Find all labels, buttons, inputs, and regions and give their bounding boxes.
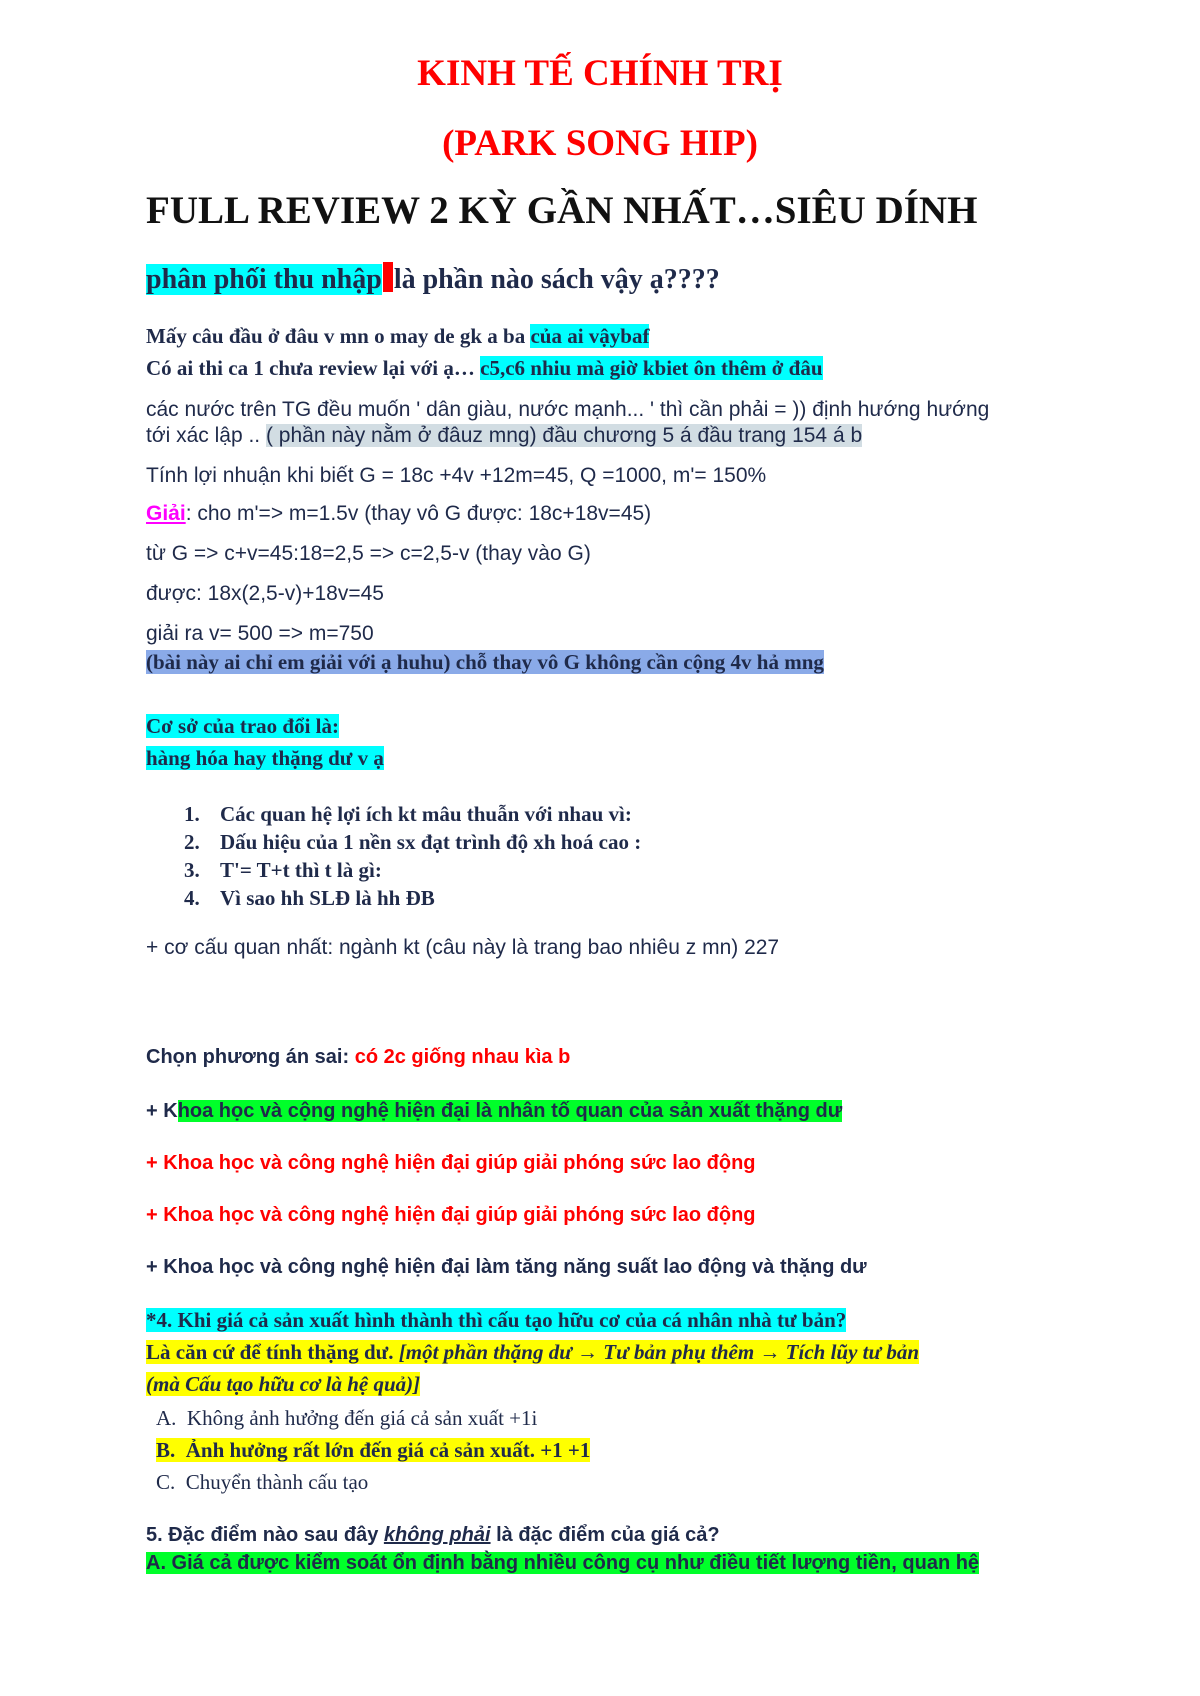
question-number: 2. (184, 830, 200, 854)
solution-line-1-text: : cho m'=> m=1.5v (thay vô G được: 18c+18v=45) (185, 502, 652, 525)
question-number: 4. (184, 886, 200, 910)
first-questions-text: Mấy câu đầu ở đâu v mn o may de gk a ba (146, 324, 531, 348)
ca1-review-line (146, 356, 823, 381)
option-1-lead: + K (146, 1100, 178, 1122)
q5-emphasis: không phải (383, 1524, 491, 1546)
q5-suffix: là đặc điểm của giá cả? (490, 1524, 720, 1546)
solution-line-1 (146, 502, 651, 526)
q4-note-line-1 (146, 1340, 919, 1365)
q4-option-b-highlight (156, 1438, 590, 1462)
question-text: Dấu hiệu của 1 nền sx đạt trình độ xh hoá cao : (220, 830, 642, 854)
question-number: 1. (184, 802, 200, 826)
option-1-highlight: hoa học và cộng nghệ hiện đại là nhân tố quan của sản xuất thặng dư (177, 1100, 843, 1122)
option-text: Ảnh hưởng rất lớn đến giá cả sản xuất. +1 +1 (185, 1438, 591, 1462)
q5-prefix: 5. Đặc điểm nào sau đây (146, 1524, 384, 1546)
option-letter: C. (156, 1470, 176, 1494)
q4-question-highlight: *4. Khi giá cả sản xuất hình thành thì cấu tạo hữu cơ của cá nhân nhà tư bản? (146, 1308, 847, 1332)
income-question-rest: là phần nào sách vậy ạ???? (393, 264, 720, 295)
q4-option-c (156, 1470, 368, 1495)
wrong-choice-heading (146, 1046, 570, 1069)
option-text: Chuyển thành cấu tạo (185, 1470, 369, 1494)
solution-line-3: được: 18x(2,5-v)+18v=45 (146, 582, 384, 605)
q4-question (146, 1308, 846, 1333)
q5-answer-highlight: A. Giá cả được kiểm soát ổn định bằng nhiều công cụ như điều tiết lượng tiền, quan hệ (146, 1552, 980, 1574)
wrong-choice-label: Chọn phương án sai: (146, 1046, 355, 1068)
question-text: T'= T+t thì t là gì: (220, 858, 382, 882)
exchange-basis-highlight-1: Cơ sở của trao đổi là: (146, 714, 339, 738)
solution-line-4: giải ra v= 500 => m=750 (146, 622, 374, 645)
title-line-2: (PARK SONG HIP) (442, 123, 758, 164)
option-letter: A. (156, 1406, 177, 1430)
countries-line-2 (146, 424, 862, 448)
structure-note: + cơ cấu quan nhất: ngành kt (câu này là trang bao nhiêu z mn) 227 (146, 936, 780, 959)
wrong-choice-option-4: + Khoa học và công nghệ hiện đại làm tăng năng suất lao động và thặng dư (146, 1256, 867, 1278)
question-text: Vì sao hh SLĐ là hh ĐB (220, 886, 435, 910)
title-line-3: FULL REVIEW 2 KỲ GẦN NHẤT…SIÊU DÍNH (146, 189, 978, 232)
option-letter: B. (156, 1438, 176, 1462)
exchange-basis-line-2 (146, 746, 384, 771)
q4-note-italic-2: (mà Cấu tạo hữu cơ là hệ quả)] (146, 1372, 421, 1396)
wrong-choice-option-1 (146, 1100, 842, 1123)
profit-problem: Tính lợi nhuận khi biết G = 18c +4v +12m=45, Q =1000, m'= 150% (146, 464, 767, 487)
solution-line-2: từ G => c+v=45:18=2,5 => c=2,5-v (thay vào G) (146, 542, 591, 565)
text-cursor-mark (383, 262, 393, 292)
solution-help (146, 650, 824, 675)
question-number: 3. (184, 858, 200, 882)
q5-question (146, 1524, 720, 1547)
exchange-basis-highlight-2: hàng hóa hay thặng dư v ạ (146, 746, 384, 770)
q4-option-b (156, 1438, 590, 1463)
q4-note-highlight (146, 1340, 919, 1364)
ca1-text: Có ai thi ca 1 chưa review lại với ạ… (146, 356, 481, 380)
countries-line-1: các nước trên TG đều muốn ' dân giàu, nước mạnh... ' thì cần phải = )) định hướng hướng (146, 398, 990, 421)
q4-note-italic-1: [một phần thặng dư → Tư bản phụ thêm → Tích lũy tư bản (398, 1340, 920, 1364)
wrong-choice-option-2: + Khoa học và công nghệ hiện đại giúp giải phóng sức lao động (146, 1152, 756, 1174)
title-line-1: KINH TẾ CHÍNH TRỊ (417, 53, 783, 94)
wrong-choice-note: có 2c giống nhau kìa b (354, 1046, 571, 1068)
question-text: Các quan hệ lợi ích kt mâu thuẫn với nhau vì: (220, 802, 632, 826)
first-questions-highlight: của ai vậybaf (530, 324, 650, 348)
countries-line-2-highlight: ( phần này nằm ở đâuz mng) đầu chương 5 á đầu trang 154 á b (265, 424, 863, 447)
option-text: Không ảnh hưởng đến giá cả sản xuất +1i (186, 1406, 538, 1430)
solution-label: Giải (146, 502, 186, 525)
ca1-highlight: c5,c6 nhiu mà giờ kbiet ôn thêm ở đâu (480, 356, 823, 380)
solution-help-highlight: (bài này ai chỉ em giải với ạ huhu) chỗ thay vô G không cần cộng 4v hả mng (146, 650, 824, 674)
q4-option-a (156, 1406, 537, 1431)
first-questions-line (146, 324, 649, 349)
countries-line-2-text: tới xác lập .. (146, 424, 266, 447)
income-question (146, 262, 720, 296)
q5-answer (146, 1552, 979, 1575)
q4-note-plain: Là căn cứ để tính thặng dư. (146, 1340, 399, 1364)
exchange-basis-line-1 (146, 714, 339, 739)
income-question-highlight: phân phối thu nhập (146, 264, 382, 295)
wrong-choice-option-3: + Khoa học và công nghệ hiện đại giúp giải phóng sức lao động (146, 1204, 756, 1226)
q4-note-line-2 (146, 1372, 420, 1397)
